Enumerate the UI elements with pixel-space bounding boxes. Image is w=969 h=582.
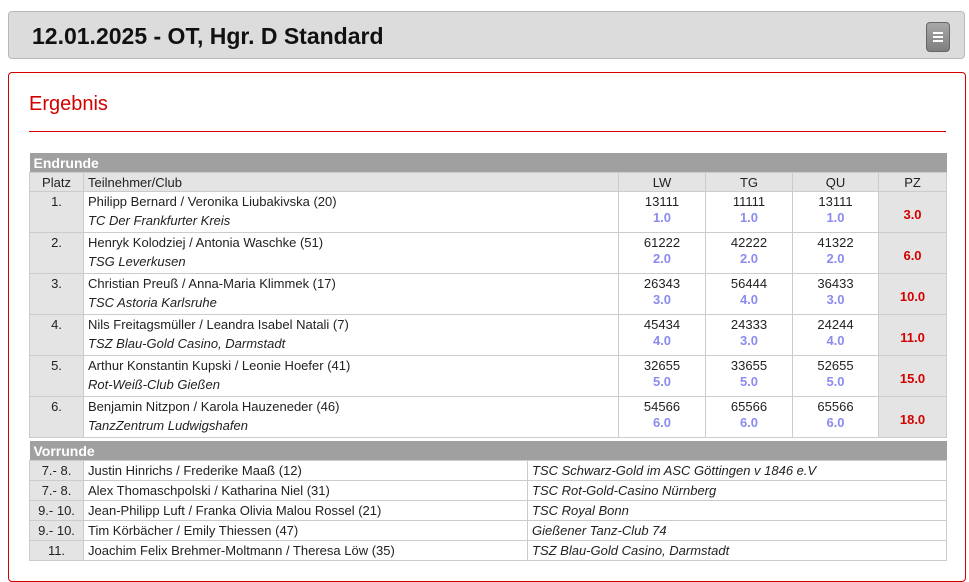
- score-cell-lw: [619, 233, 706, 274]
- club-name: TSG Leverkusen: [88, 254, 186, 269]
- place-cell: 11.: [30, 541, 84, 561]
- score-cell-tg: [706, 192, 793, 233]
- score-cell-lw: [619, 397, 706, 438]
- club-name: TSC Rot-Gold-Casino Nürnberg: [528, 481, 947, 501]
- judge-marks: 42222: [730, 235, 768, 250]
- couple-name: Jean-Philipp Luft / Franka Olivia Malou Rossel (21): [84, 501, 528, 521]
- judge-marks: 24244: [817, 317, 854, 332]
- dance-place: 2.0: [652, 251, 672, 266]
- table-row: [30, 274, 947, 315]
- score-cell-qu: [793, 233, 879, 274]
- score-cell-tg: [706, 397, 793, 438]
- club-name: TC Der Frankfurter Kreis: [88, 213, 231, 228]
- score-cell-qu: [793, 356, 879, 397]
- dance-place: 4.0: [652, 333, 672, 348]
- dance-place: 2.0: [826, 251, 845, 266]
- participant-cell: [84, 315, 619, 356]
- score-cell-tg: [706, 356, 793, 397]
- judge-marks: 54566: [643, 399, 681, 414]
- dance-place: 5.0: [652, 374, 672, 389]
- dance-place: 4.0: [826, 333, 845, 348]
- judge-marks: 33655: [730, 358, 768, 373]
- judge-marks: 11111: [732, 194, 766, 209]
- preliminary-round-header: [30, 441, 947, 461]
- dance-place: 2.0: [739, 251, 759, 266]
- dance-place: 6.0: [739, 415, 759, 430]
- couple-name: Tim Körbächer / Emily Thiessen (47): [84, 521, 528, 541]
- table-row: [30, 521, 947, 541]
- score-cell-qu: [793, 315, 879, 356]
- placement-sum: 11.0: [879, 315, 947, 356]
- place-cell: 9.- 10.: [30, 521, 84, 541]
- score-cell-qu: [793, 192, 879, 233]
- judge-marks: 13111: [818, 194, 853, 209]
- club-name: TanzZentrum Ludwigshafen: [88, 418, 248, 433]
- club-name: TSC Astoria Karlsruhe: [88, 295, 217, 310]
- place-cell: 4.: [30, 315, 84, 356]
- table-row: [30, 192, 947, 233]
- dance-place: 3.0: [739, 333, 759, 348]
- score-cell-lw: [619, 356, 706, 397]
- club-name: TSZ Blau-Gold Casino, Darmstadt: [528, 541, 947, 561]
- couple-name: Justin Hinrichs / Frederike Maaß (12): [84, 461, 528, 481]
- club-name: TSC Royal Bonn: [528, 501, 947, 521]
- couple-name: Henryk Kolodziej / Antonia Waschke (51): [88, 235, 324, 250]
- dance-place: 6.0: [826, 415, 845, 430]
- dance-place: 6.0: [652, 415, 672, 430]
- placement-sum: 15.0: [879, 356, 947, 397]
- participant-cell: [84, 233, 619, 274]
- judge-marks: 65566: [730, 399, 768, 414]
- place-cell: 5.: [30, 356, 84, 397]
- table-row: [30, 541, 947, 561]
- dance-place: 1.0: [826, 210, 845, 225]
- final-round-label: Endrunde: [30, 153, 947, 173]
- dance-place: 5.0: [739, 374, 759, 389]
- place-cell: 7.- 8.: [30, 461, 84, 481]
- couple-name: Philipp Bernard / Veronika Liubakivska (20): [88, 194, 337, 209]
- judge-marks: 13111: [644, 194, 680, 209]
- table-row: [30, 481, 947, 501]
- couple-name: Christian Preuß / Anna-Maria Klimmek (17): [88, 276, 336, 291]
- hamburger-menu-icon-bar: [933, 36, 943, 38]
- table-row: [30, 356, 947, 397]
- preliminary-round-label: Vorrunde: [30, 441, 947, 461]
- place-cell: 6.: [30, 397, 84, 438]
- col-lw: LW: [619, 173, 706, 192]
- preliminary-round-table: [29, 441, 947, 561]
- table-row: [30, 461, 947, 481]
- judge-marks: 52655: [817, 358, 854, 373]
- score-cell-tg: [706, 315, 793, 356]
- place-cell: 2.: [30, 233, 84, 274]
- hamburger-menu-icon-bar: [933, 40, 943, 42]
- score-cell-lw: [619, 274, 706, 315]
- judge-marks: 36433: [817, 276, 854, 291]
- dance-place: 1.0: [739, 210, 759, 225]
- dance-place: 5.0: [826, 374, 845, 389]
- judge-marks: 26343: [643, 276, 681, 291]
- dance-place: 1.0: [652, 210, 672, 225]
- judge-marks: 41322: [817, 235, 854, 250]
- place-cell: 1.: [30, 192, 84, 233]
- participant-cell: [84, 397, 619, 438]
- couple-name: Benjamin Nitzpon / Karola Hauzeneder (46): [88, 399, 340, 414]
- couple-name: Joachim Felix Brehmer-Moltmann / Theresa Löw (35): [84, 541, 528, 561]
- judge-marks: 45434: [643, 317, 681, 332]
- section-title: Ergebnis: [29, 93, 108, 115]
- col-pz: PZ: [879, 173, 947, 192]
- hamburger-menu-button[interactable]: [926, 22, 950, 52]
- score-cell-qu: [793, 274, 879, 315]
- place-cell: 9.- 10.: [30, 501, 84, 521]
- judge-marks: 61222: [643, 235, 681, 250]
- couple-name: Alex Thomaschpolski / Katharina Niel (31): [84, 481, 528, 501]
- table-row: [30, 397, 947, 438]
- table-row: [30, 501, 947, 521]
- score-cell-lw: [619, 315, 706, 356]
- place-cell: 7.- 8.: [30, 481, 84, 501]
- col-participant: Teilnehmer/Club: [84, 173, 619, 192]
- col-tg: TG: [706, 173, 793, 192]
- score-cell-qu: [793, 397, 879, 438]
- couple-name: Nils Freitagsmüller / Leandra Isabel Natali (7): [88, 317, 349, 332]
- placement-sum: 3.0: [879, 192, 947, 233]
- final-round-header: [30, 153, 947, 173]
- score-cell-lw: [619, 192, 706, 233]
- placement-sum: 18.0: [879, 397, 947, 438]
- score-cell-tg: [706, 274, 793, 315]
- judge-marks: 56444: [730, 276, 768, 291]
- table-row: [30, 315, 947, 356]
- result-panel: [8, 72, 966, 582]
- judge-marks: 24333: [730, 317, 768, 332]
- participant-cell: [84, 356, 619, 397]
- dance-place: 4.0: [739, 292, 759, 307]
- dance-place: 3.0: [652, 292, 672, 307]
- page-header: [8, 11, 965, 59]
- score-cell-tg: [706, 233, 793, 274]
- couple-name: Arthur Konstantin Kupski / Leonie Hoefer (41): [88, 358, 351, 373]
- club-name: Gießener Tanz-Club 74: [528, 521, 947, 541]
- club-name: TSC Schwarz-Gold im ASC Göttingen v 1846 e.V: [528, 461, 947, 481]
- judge-marks: 32655: [643, 358, 681, 373]
- column-header-row: [30, 173, 947, 192]
- page-title: 12.01.2025 - OT, Hgr. D Standard: [32, 23, 384, 49]
- judge-marks: 65566: [817, 399, 854, 414]
- final-round-table: [29, 153, 947, 438]
- table-row: [30, 233, 947, 274]
- hamburger-menu-icon: [933, 32, 943, 34]
- col-place: Platz: [30, 173, 84, 192]
- club-name: TSZ Blau-Gold Casino, Darmstadt: [88, 336, 286, 351]
- title-divider: [29, 131, 946, 132]
- participant-cell: [84, 274, 619, 315]
- participant-cell: [84, 192, 619, 233]
- dance-place: 3.0: [826, 292, 845, 307]
- club-name: Rot-Weiß-Club Gießen: [88, 377, 220, 392]
- placement-sum: 6.0: [879, 233, 947, 274]
- col-qu: QU: [793, 173, 879, 192]
- place-cell: 3.: [30, 274, 84, 315]
- placement-sum: 10.0: [879, 274, 947, 315]
